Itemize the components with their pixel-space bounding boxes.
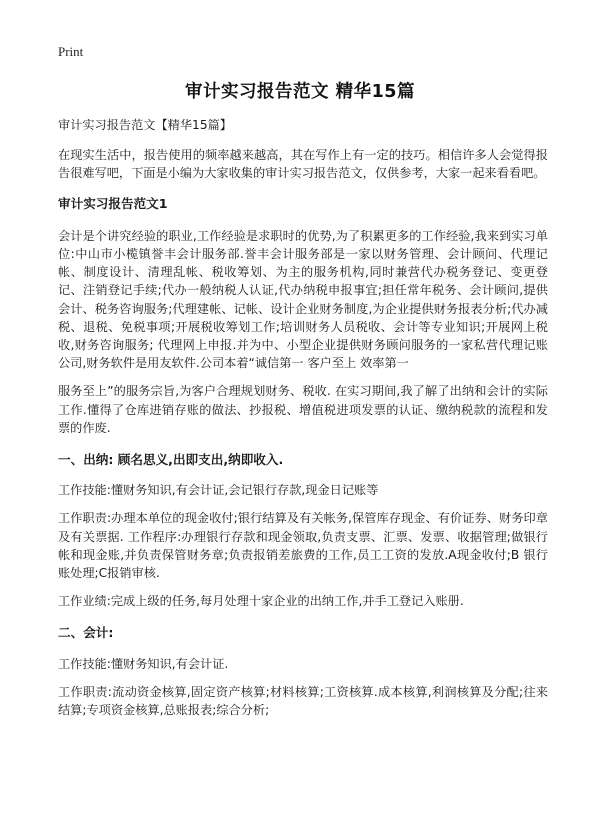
cashier-duties: 工作职责:办理本单位的现金收付;银行结算及有关帐务,保管库存现金、有价证券、财务印章及有关票据. 工作程序:办理银行存款和现金领取,负责支票、汇票、发票、收据管理;做银行帐和现金账,并负责保管财务章;负责报销差旅费的工作,员工工资的发放.A现金收付;B 银行账处理;C报销审核.	[58, 511, 548, 581]
document-subtitle: 审计实习报告范文【精华15篇】	[58, 118, 232, 132]
heading-accounting: 二、会计:	[58, 625, 114, 641]
cashier-performance: 工作业绩:完成上级的任务,每月处理十家企业的出纳工作,并手工登记入账册.	[58, 594, 464, 609]
document-body	[58, 116, 548, 729]
section-heading-1: 审计实习报告范文1	[58, 195, 168, 211]
body-paragraph-1: 会计是个讲究经验的职业,工作经验是求职时的优势,为了积累更多的工作经验,我来到实习单位:中山市小榄镇誉丰会计服务部.誉丰会计服务部是一家以财务管理、会计顾问、代理记帐、制度设计、清理乱帐、税收筹划、为主的服务机构,同时兼营代办税务登记、变更登记、注销登记手续;代办一般纳税人认证,代办纳税申报事宜;担任常年税务、会计顾问,提供会计、税务咨询服务;代理建帐、记帐、设计企业财务制度,为企业提供财务报表分析;代办减税、退税、免税事项;开展税收筹划工作;培训财务人员税收、会计等专业知识;开展网上税收,财务咨询服务; 代理网上申报.并为中、小型企业提供财务顾问服务的一家私营代理记账公司,财务软件是用友软件.公司本着“诚信第一 客户至上 效率第一	[58, 228, 548, 371]
cashier-skills: 工作技能:懂财务知识,有会计证,会记银行存款,现金日记账等	[58, 483, 379, 498]
accounting-skills: 工作技能:懂财务知识,有会计证.	[58, 656, 229, 671]
heading-cashier: 一、出纳: 顾名思义,出即支出,纳即收入.	[58, 452, 284, 468]
intro-paragraph: 在现实生活中，报告使用的频率越来越高，其在写作上有一定的技巧。相信许多人会觉得报告很难写吧，下面是小编为大家收集的审计实习报告范文，仅供参考，大家一起来看看吧。	[58, 148, 548, 181]
accounting-duties: 工作职责:流动资金核算,固定资产核算;材料核算;工资核算.成本核算,利润核算及分配;往来结算;专项资金核算,总账报表;综合分析;	[58, 684, 548, 718]
body-paragraph-2: 服务至上”的服务宗旨,为客户合理规划财务、税收. 在实习期间,我了解了出纳和会计的实际工作.懂得了仓库进销存账的做法、抄报税、增值税进项发票的认证、缴纳税款的流程和发票的作废.	[58, 384, 548, 435]
page-title: 审计实习报告范文 精华15篇	[185, 82, 415, 102]
print-label[interactable]: Print	[58, 44, 84, 59]
